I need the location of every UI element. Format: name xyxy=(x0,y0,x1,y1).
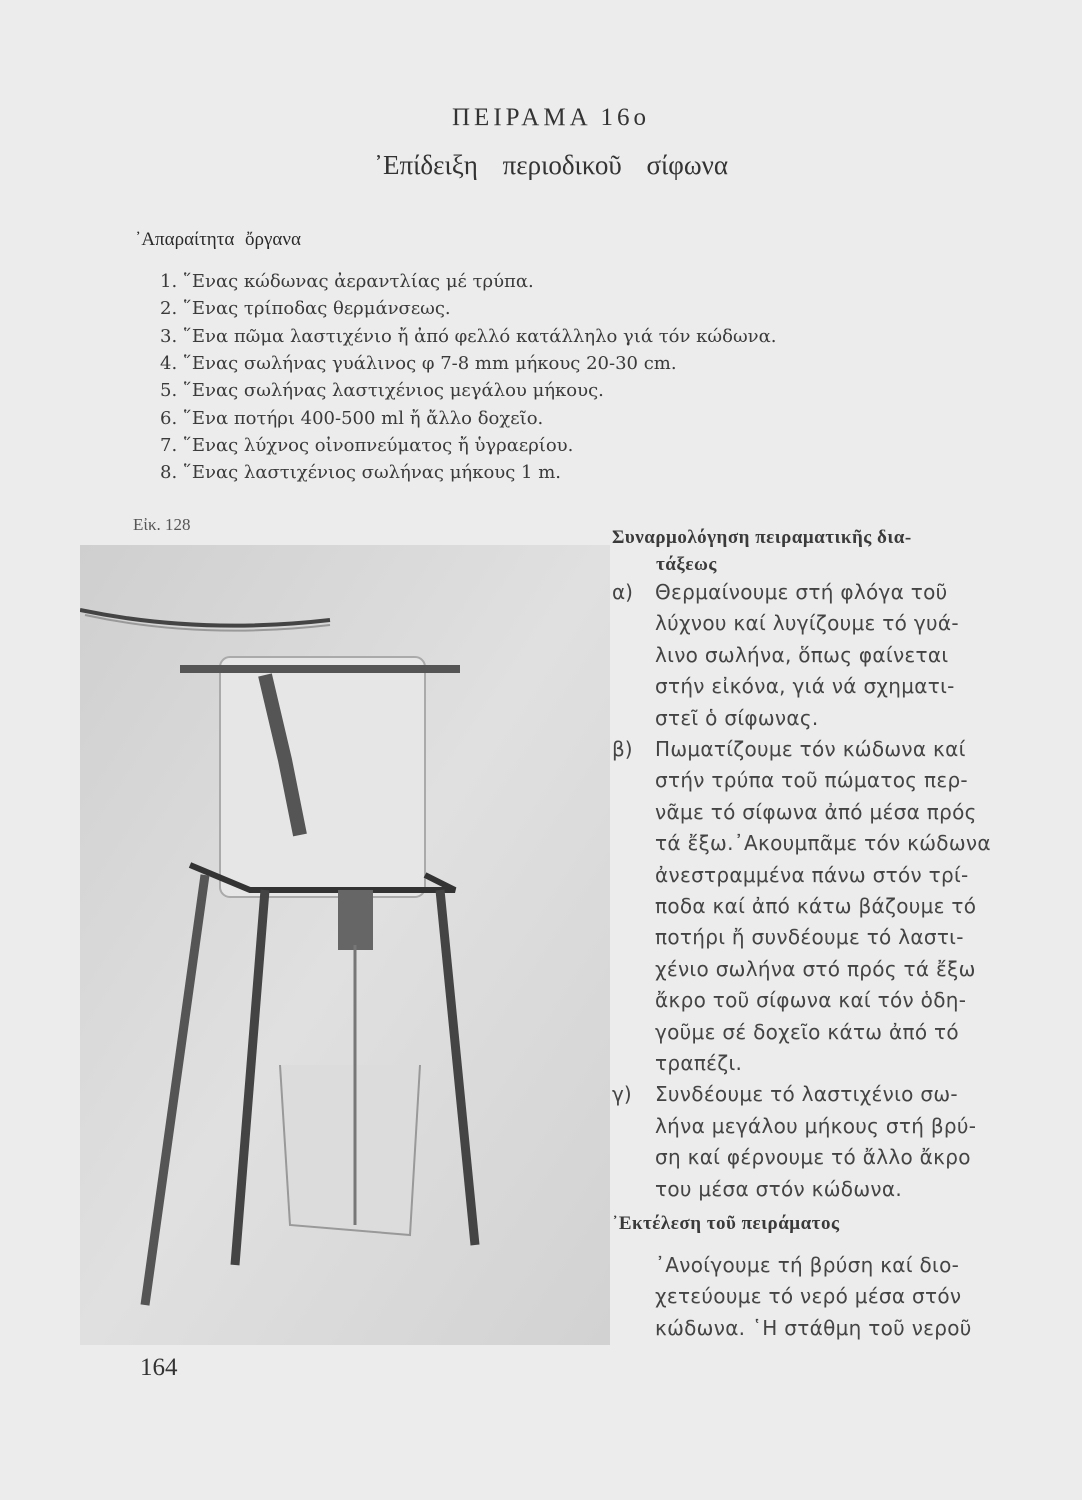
requirements-heading: ᾿Απαραίτητα ὄργανα xyxy=(135,229,301,250)
step-line: λινο σωλήνα, ὅπως φαίνεται xyxy=(655,642,949,667)
experiment-title: ΠΕΙΡΑΜΑ 16ο xyxy=(452,104,650,131)
step-line: Συνδέουμε τό λαστιχένιο σω- xyxy=(655,1082,958,1107)
step-line: χένιο σωλήνα στό πρός τά ἔξω xyxy=(655,956,976,981)
experiment-subtitle: ᾿Επίδειξη περιοδικοῦ σίφωνα xyxy=(374,150,728,180)
step-line: στήν εἰκόνα, γιά νά σχηματι- xyxy=(655,674,955,699)
step-line: τραπέζι. xyxy=(655,1051,743,1075)
step-line: τά ἔξω.᾿Ακουμπᾶμε τόν κώδωνα xyxy=(655,831,991,856)
step-line: Πωματίζουμε τόν κώδωνα καί xyxy=(655,737,966,761)
step-line: ποτήρι ἤ συνδέουμε τό λαστι- xyxy=(655,925,964,950)
step-line: ἄκρο τοῦ σίφωνα καί τόν ὁδη- xyxy=(655,988,967,1013)
requirement-item: 5. ῞Ενας σωλήνας λαστιχένιος μεγάλου μήκους. xyxy=(160,380,604,402)
requirement-item: 3. ῞Ενα πῶμα λαστιχένιο ἤ ἀπό φελλό κατάλληλο γιά τόν κώδωνα. xyxy=(160,325,777,347)
requirement-item: 6. ῞Ενα ποτήρι 400-500 ml ἤ ἄλλο δοχεῖο. xyxy=(160,407,544,429)
requirement-item: 2. ῞Ενας τρίποδας θερμάνσεως. xyxy=(160,298,451,320)
requirement-item: 7. ῞Ενας λύχνος οἰνοπνεύματος ἤ ὑγραερίου. xyxy=(160,434,574,456)
execution-line: χετεύουμε τό νερό μέσα στόν xyxy=(655,1284,962,1309)
execution-line: κώδωνα. ῾Η στάθμη τοῦ νεροῦ xyxy=(655,1315,972,1340)
step-line: γοῦμε σέ δοχεῖο κάτω ἀπό τό xyxy=(655,1019,959,1044)
assembly-heading: τάξεως xyxy=(656,554,717,575)
assembly-heading: Συναρμολόγηση πειραματικῆς δια- xyxy=(612,527,912,548)
step-marker: γ) xyxy=(612,1082,632,1107)
step-line: ἀνεστραμμένα πάνω στόν τρί- xyxy=(655,862,969,887)
step-marker: α) xyxy=(612,580,633,604)
step-line: νᾶμε τό σίφωνα ἀπό μέσα πρός xyxy=(655,799,977,824)
step-line: λύχνου καί λυγίζουμε τό γυά- xyxy=(655,611,959,636)
step-marker: β) xyxy=(612,737,633,761)
apparatus-photo xyxy=(80,545,610,1345)
step-line: ποδα καί ἀπό κάτω βάζουμε τό xyxy=(655,894,977,918)
page-number: 164 xyxy=(140,1354,178,1381)
requirement-item: 4. ῞Ενας σωλήνας γυάλινος φ 7-8 mm μήκους 20-30 cm. xyxy=(160,352,677,374)
execution-line: ᾿Ανοίγουμε τή βρύση καί διο- xyxy=(655,1253,960,1277)
step-line: ση καί φέρνουμε τό ἄλλο ἄκρο xyxy=(655,1145,971,1170)
execution-heading: ᾿Εκτέλεση τοῦ πειράματος xyxy=(612,1213,840,1234)
step-line: Θερμαίνουμε στή φλόγα τοῦ xyxy=(655,580,948,604)
step-line: λήνα μεγάλου μήκους στή βρύ- xyxy=(655,1113,977,1138)
figure-label: Εἰκ. 128 xyxy=(133,515,191,534)
step-line: του μέσα στόν κώδωνα. xyxy=(655,1176,902,1201)
requirement-item: 1. ῞Ενας κώδωνας ἀεραντλίας μέ τρύπα. xyxy=(160,271,534,292)
step-line: στεῖ ὁ σίφωνας. xyxy=(655,705,819,730)
step-line: στήν τρύπα τοῦ πώματος περ- xyxy=(655,768,968,793)
requirement-item: 8. ῞Ενας λαστιχένιος σωλήνας μήκους 1 m. xyxy=(160,462,562,484)
